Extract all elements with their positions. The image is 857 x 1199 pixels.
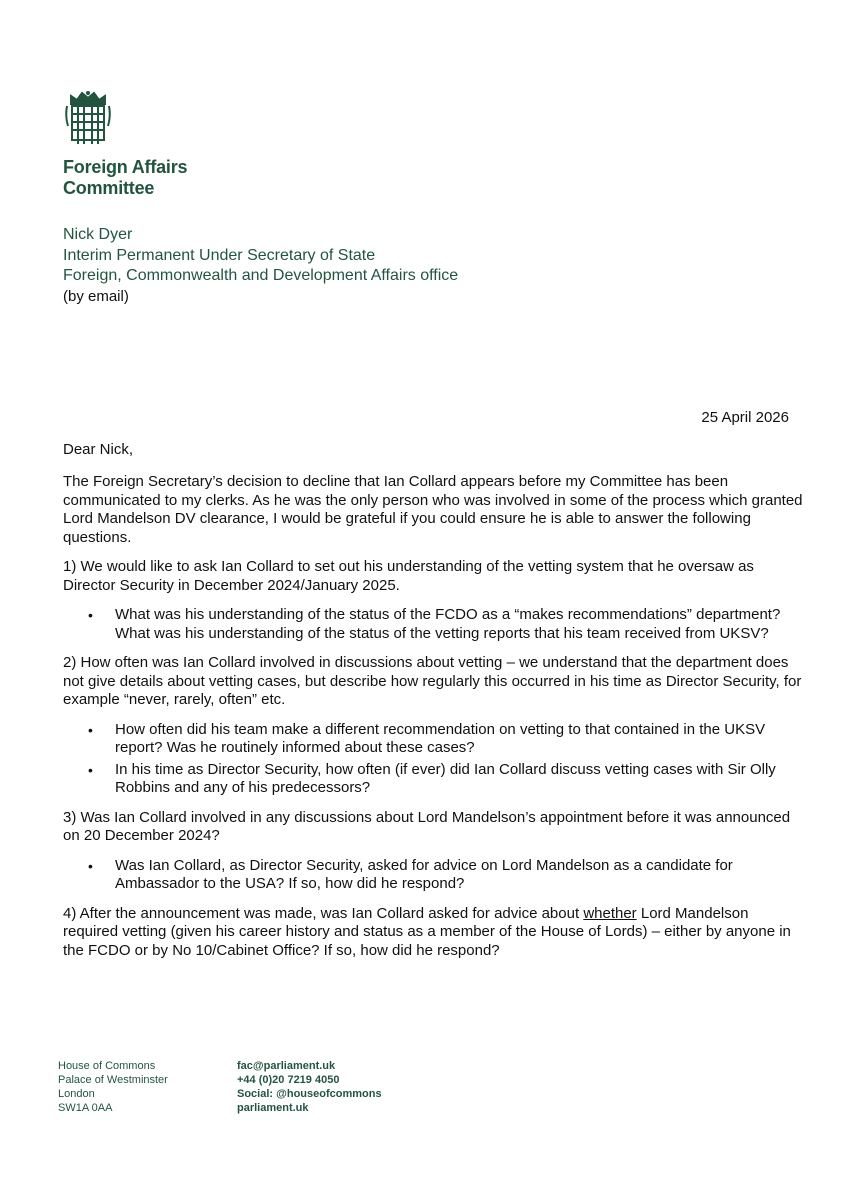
intro-paragraph: The Foreign Secretary’s decision to decline that Ian Collard appears before my Committee has been communicated to my clerks. As he was the only person who was involved in some of the process which granted Lord Mandelson DV clearance, I would be grateful if you could ensure he is able to answer the following questions.	[63, 473, 803, 546]
question-4-underlined-word: whether	[583, 904, 637, 922]
list-item	[88, 720, 803, 758]
address-line: SW1A 0AA	[58, 1102, 113, 1114]
list-item-text: What was his understanding of the status of the FCDO as a “makes recommendations” department? What was his understanding of the status of the vetting reports that his team received from UKSV?	[115, 606, 781, 642]
question-1-bullets	[63, 606, 803, 643]
committee-name	[63, 157, 187, 199]
question-2: 2) How often was Ian Collard involved in discussions about vetting – we understand that the department does not give details about vetting cases, but describe how regularly this occurred in his time as Director Security, for example “never, rarely, often” etc.	[63, 654, 802, 708]
letter-body	[63, 473, 803, 971]
recipient-title: Interim Permanent Under Secretary of State	[63, 246, 376, 264]
list-item-text: In his time as Director Security, how often (if ever) did Ian Collard discuss vetting cases with Sir Olly Robbins and any of his predecessors?	[115, 760, 776, 796]
list-item	[88, 760, 803, 798]
question-4-end: Lord Mandelson required vetting (given his career history and status as a member of the House of Lords) – either by anyone in the FCDO or by No 10/Cabinet Office? If so, how did he respond?	[63, 904, 791, 959]
address-line: House of Commons	[58, 1060, 156, 1072]
bullet-icon: •	[88, 607, 93, 623]
question-4-start: 4) After the announcement was made, was Ian Collard asked for advice about	[63, 904, 584, 922]
question-2-bullets	[63, 721, 803, 798]
portcullis-logo	[63, 90, 113, 146]
contact-phone: +44 (0)20 7219 4050	[237, 1074, 340, 1086]
footer-address	[58, 1059, 168, 1115]
bullet-icon: •	[88, 721, 93, 738]
recipient-delivery: (by email)	[63, 287, 129, 305]
letter-date: 25 April 2026	[701, 409, 789, 426]
list-item	[88, 856, 803, 894]
committee-name-line2: Committee	[63, 178, 155, 198]
salutation: Dear Nick,	[63, 441, 134, 458]
question-3-bullets	[63, 857, 803, 894]
question-4	[63, 905, 803, 961]
recipient-name: Nick Dyer	[63, 226, 133, 243]
question-1: 1) We would like to ask Ian Collard to set out his understanding of the vetting system that he oversaw as Director Security in December 2024/January 2025.	[63, 558, 754, 594]
committee-name-line1: Foreign Affairs	[63, 157, 188, 177]
contact-website: parliament.uk	[237, 1102, 309, 1114]
list-item-text: How often did his team make a different recommendation on vetting to that contained in the UKSV report? Was he routinely informed about these cases?	[115, 720, 766, 756]
list-item	[88, 606, 803, 643]
address-line: Palace of Westminster	[58, 1074, 168, 1086]
bullet-icon: •	[88, 761, 93, 778]
list-item-text: Was Ian Collard, as Director Security, asked for advice on Lord Mandelson as a candidate for Ambassador to the USA? If so, how did he respond?	[115, 856, 733, 892]
contact-social: Social: @houseofcommons	[237, 1088, 382, 1100]
footer-contact	[237, 1059, 382, 1115]
recipient-office: Foreign, Commonwealth and Development Affairs office	[63, 267, 459, 284]
contact-email: fac@parliament.uk	[237, 1060, 336, 1072]
question-3: 3) Was Ian Collard involved in any discussions about Lord Mandelson’s appointment before it was announced on 20 December 2024?	[63, 808, 791, 844]
address-line: London	[58, 1088, 95, 1100]
bullet-icon: •	[88, 857, 93, 874]
recipient-block	[63, 225, 458, 307]
